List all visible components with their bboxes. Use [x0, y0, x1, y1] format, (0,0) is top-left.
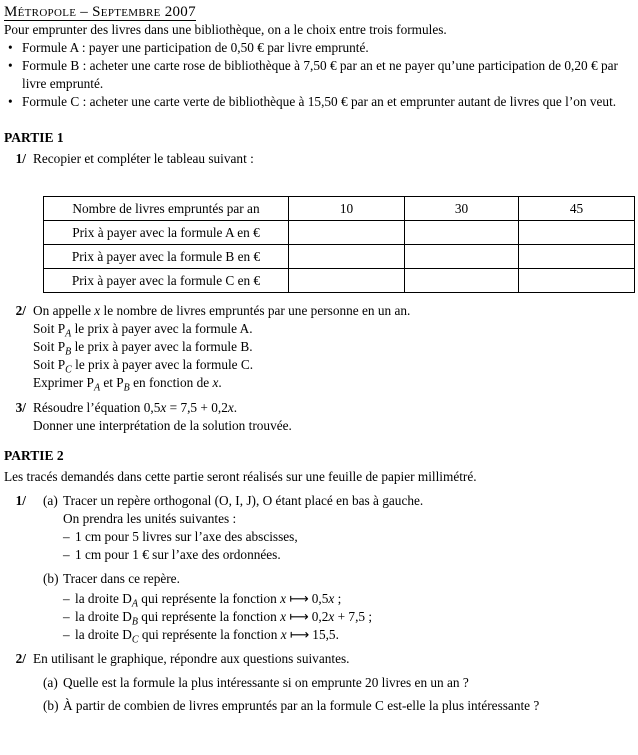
- question-a-text: Quelle est la formule la plus intéressante si on emprunte 20 livres en un an ?: [63, 675, 469, 690]
- subitem-label: (a): [43, 493, 58, 508]
- list-item: [4, 39, 632, 57]
- table-row: [44, 245, 635, 269]
- bullet-icon: •: [8, 58, 13, 73]
- list-item: [4, 57, 632, 93]
- q3-line2: Donner une interprétation de la solution trouvée.: [33, 418, 292, 433]
- intro-paragraph: Pour emprunter des livres dans une bibliothèque, on a le choix entre trois formules.: [4, 22, 447, 37]
- droite-b: [63, 608, 632, 626]
- question-number: 2/: [15, 651, 26, 666]
- list-item: [4, 93, 632, 111]
- question-number: 1/: [15, 493, 26, 508]
- question-body: [33, 302, 632, 392]
- dash-marker: –: [63, 591, 70, 606]
- formule-b-text: Formule B : acheter une carte rose de bibliothèque à 7,50 € par an et ne payer qu’une participation de 0,20 € par livre emprunté.: [22, 58, 618, 91]
- partie2-heading: PARTIE 2: [4, 448, 64, 463]
- partie1-question3: [4, 399, 632, 435]
- subitem-label: (b): [43, 571, 59, 586]
- header-cell-10: 10: [289, 197, 405, 221]
- empty-cell: [519, 221, 635, 245]
- droite-b-text: la droite $D_B$ qui représente la fonction x ⟼ 0,2x + 7,5 ;: [75, 609, 373, 628]
- subitem-a: [43, 674, 632, 692]
- droite-c: [63, 626, 632, 644]
- q2-line: On appelle x le nombre de livres empruntés par une personne en un an.: [33, 303, 411, 318]
- graphique-line: En utilisant le graphique, répondre aux questions suivantes.: [33, 651, 350, 666]
- question-number: 1/: [15, 151, 26, 166]
- question-body: [33, 399, 632, 435]
- droite-a-text: la droite $D_A$ qui représente la fonction x ⟼ 0,5x ;: [75, 591, 342, 610]
- empty-cell: [519, 269, 635, 293]
- partie2-intro: Les tracés demandés dans cette partie seront réalisés sur une feuille de papier millimétré.: [4, 469, 477, 484]
- question-body: [33, 492, 632, 644]
- table-row: [44, 221, 635, 245]
- droite-a: [63, 590, 632, 608]
- partie1-heading: PARTIE 1: [4, 130, 64, 145]
- question1-text: Recopier et compléter le tableau suivant :: [33, 151, 254, 166]
- table-header-row: [44, 197, 635, 221]
- question-b-text: À partir de combien de livres empruntés par an la formule C est-elle la plus intéressante ?: [63, 698, 540, 713]
- q2-line: Soit $P_C$ le prix à payer avec la formule C.: [33, 357, 254, 376]
- empty-cell: [405, 221, 519, 245]
- partie1-question1: [4, 150, 632, 293]
- dash-marker: –: [63, 547, 70, 562]
- q2-line: Exprimer $P_A$ et $P_B$ en fonction de x.: [33, 375, 222, 394]
- unit-ordonnees-text: 1 cm pour 1 € sur l’axe des ordonnées.: [75, 547, 281, 562]
- unit-abscisses: [63, 528, 632, 546]
- unites-line: On prendra les unités suivantes :: [63, 511, 237, 526]
- dash-marker: –: [63, 627, 70, 642]
- subitem-label: (a): [43, 675, 58, 690]
- formule-a-text: Formule A : payer une participation de 0,50 € par livre emprunté.: [22, 40, 369, 55]
- exam-document: [4, 3, 632, 715]
- empty-cell: [289, 269, 405, 293]
- unit-ordonnees: [63, 546, 632, 564]
- tracer-line: Tracer dans ce repère.: [63, 571, 180, 586]
- bullet-icon: •: [8, 40, 13, 55]
- partie1-question2: [4, 302, 632, 392]
- subitem-label: (b): [43, 698, 59, 713]
- formule-c-text: Formule C : acheter une carte verte de bibliothèque à 15,50 € par an et emprunter autant de livres que l’on veut.: [22, 94, 617, 109]
- subitem-b: [43, 570, 632, 644]
- question-number: 3/: [15, 400, 26, 415]
- question-body: [33, 650, 632, 715]
- repere-line: Tracer un repère orthogonal (O, I, J), O étant placé en bas à gauche.: [63, 493, 424, 508]
- empty-cell: [289, 221, 405, 245]
- unit-abscisses-text: 1 cm pour 5 livres sur l’axe des abscisses,: [75, 529, 298, 544]
- bullet-icon: •: [8, 94, 13, 109]
- subitem-body: [63, 570, 632, 644]
- row-label-formule-a: Prix à payer avec la formule A en €: [44, 221, 289, 245]
- empty-cell: [519, 245, 635, 269]
- prices-table: [43, 196, 635, 293]
- title-row: [4, 3, 632, 21]
- doc-title: Métropole – Septembre 2007: [4, 4, 196, 20]
- header-cell-label: Nombre de livres empruntés par an: [44, 197, 289, 221]
- dash-marker: –: [63, 609, 70, 624]
- empty-cell: [405, 269, 519, 293]
- row-label-formule-c: Prix à payer avec la formule C en €: [44, 269, 289, 293]
- empty-cell: [405, 245, 519, 269]
- dash-marker: –: [63, 529, 70, 544]
- row-label-formule-b: Prix à payer avec la formule B en €: [44, 245, 289, 269]
- subitem-b: [43, 697, 632, 715]
- header-cell-30: 30: [405, 197, 519, 221]
- q3-equation-line: Résoudre l’équation 0,5x = 7,5 + 0,2x.: [33, 400, 238, 415]
- question-body: [33, 150, 632, 293]
- droites-list: [63, 590, 632, 644]
- droite-c-text: la droite $D_C$ qui représente la fonction x ⟼ 15,5.: [75, 627, 339, 646]
- q2-line: Soit $P_B$ le prix à payer avec la formule B.: [33, 339, 253, 358]
- empty-cell: [289, 245, 405, 269]
- partie2-question2: [4, 650, 632, 715]
- subitem-body: [63, 492, 632, 564]
- formula-list: [4, 39, 632, 111]
- question-number: 2/: [15, 303, 26, 318]
- subitem-a: [43, 492, 632, 564]
- partie2-question1: [4, 492, 632, 644]
- header-cell-45: 45: [519, 197, 635, 221]
- table-row: [44, 269, 635, 293]
- q2-line: Soit $P_A$ le prix à payer avec la formule A.: [33, 321, 253, 340]
